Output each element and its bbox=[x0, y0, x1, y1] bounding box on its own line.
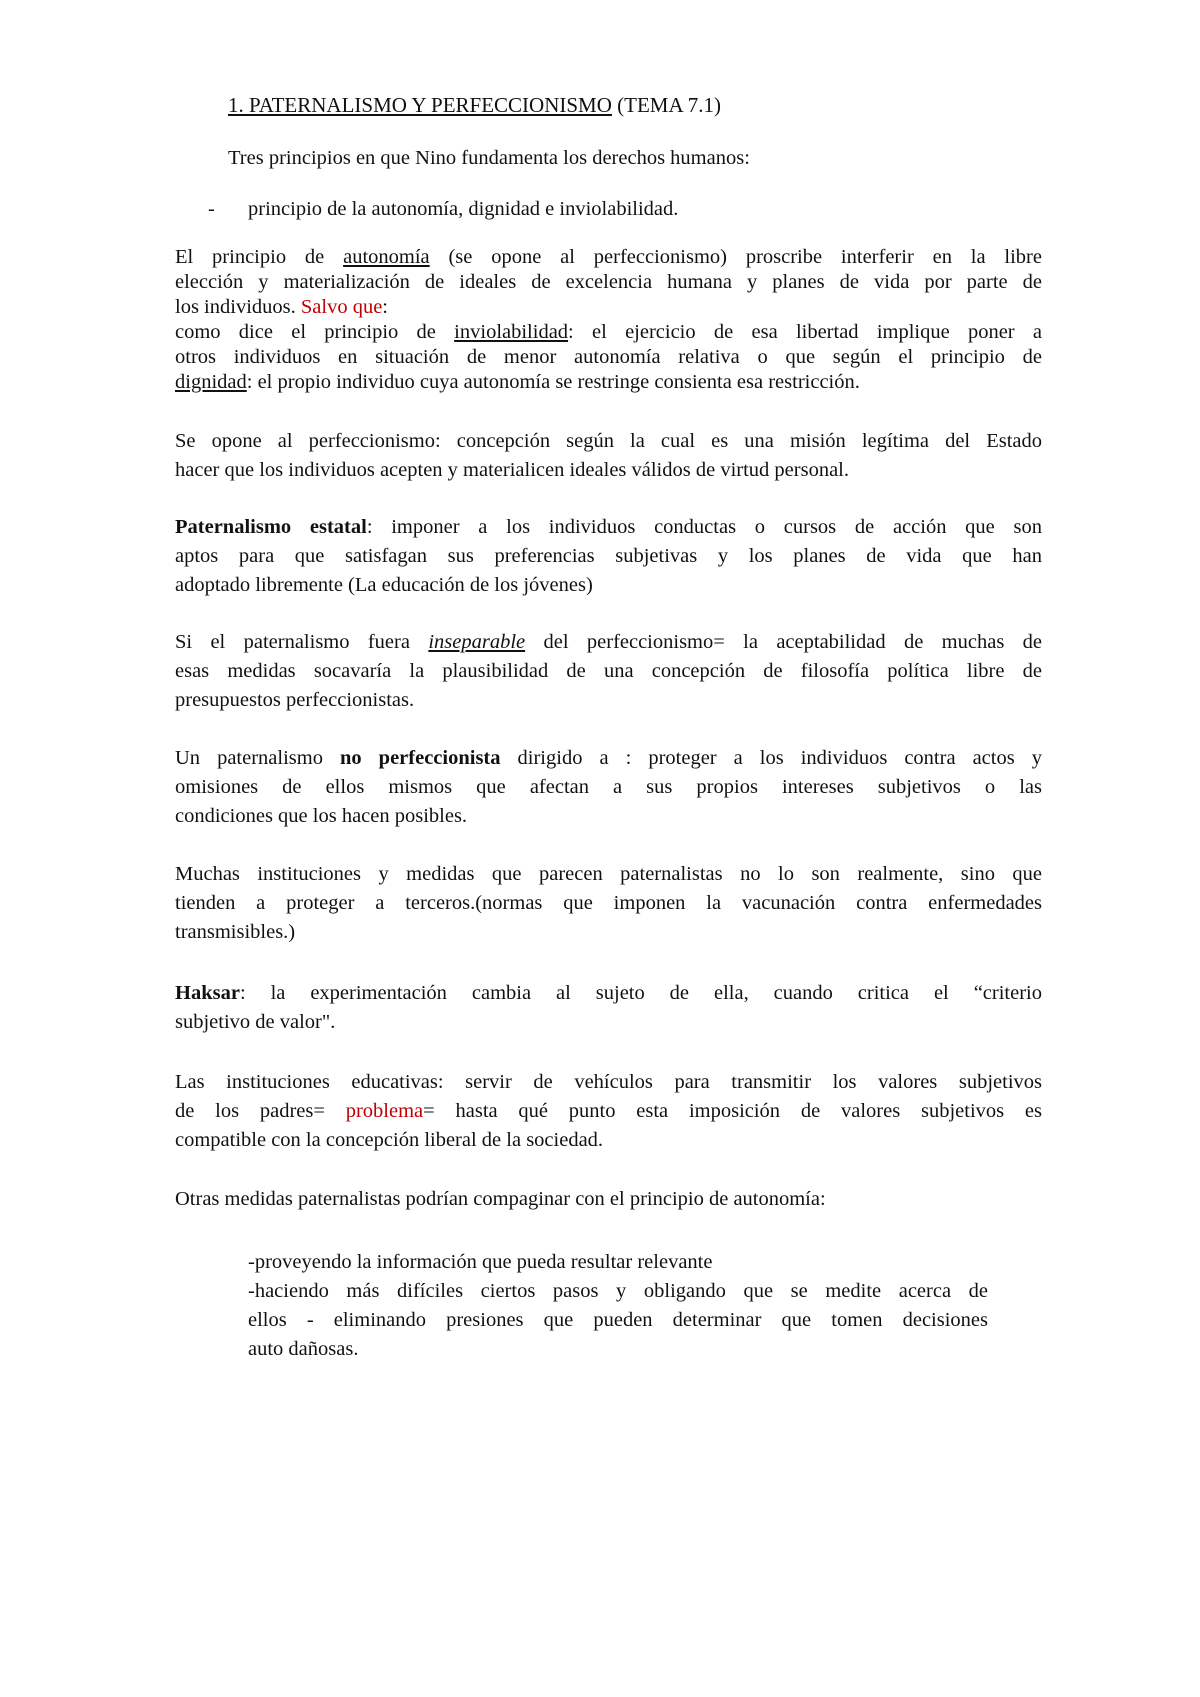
p7-line2: subjetivo de valor". bbox=[175, 1011, 336, 1033]
highlighted-text: Salvo que bbox=[300, 296, 383, 318]
text: Un paternalismo bbox=[175, 747, 340, 769]
p8-line2 bbox=[175, 1098, 1042, 1124]
emphasized-term: inseparable bbox=[428, 631, 526, 653]
text: : la experimentación cambia al sujeto de ella, cuando critica el “criterio bbox=[239, 982, 1042, 1004]
p4-line3: presupuestos perfeccionistas. bbox=[175, 689, 415, 711]
text: : el ejercicio de esa libertad implique poner a bbox=[568, 321, 1043, 343]
p1-line1 bbox=[175, 244, 1042, 270]
bold-term: Haksar bbox=[175, 982, 240, 1004]
p3-line3: adoptado libremente (La educación de los jóvenes) bbox=[175, 574, 593, 596]
text: como dice el principio de bbox=[175, 321, 455, 343]
underlined-term: inviolabilidad bbox=[454, 321, 569, 343]
p6-line1: Muchas instituciones y medidas que parecen paternalistas no lo son realmente, sino que bbox=[175, 863, 1042, 885]
p1-line2: elección y materialización de ideales de excelencia humana y planes de vida por parte de bbox=[175, 271, 1042, 293]
p5-line2: omisiones de ellos mismos que afectan a sus propios intereses subjetivos o las bbox=[175, 776, 1042, 798]
p1-line6 bbox=[175, 369, 1042, 395]
text: : bbox=[382, 296, 388, 318]
intro-line: Tres principios en que Nino fundamenta los derechos humanos: bbox=[228, 147, 750, 169]
underlined-term: dignidad bbox=[175, 371, 247, 393]
text: los individuos. bbox=[175, 296, 301, 318]
title-rest: (TEMA 7.1) bbox=[611, 93, 721, 117]
bullet-text: principio de la autonomía, dignidad e inviolabilidad. bbox=[248, 198, 679, 220]
text: dirigido a : proteger a los individuos contra actos y bbox=[500, 747, 1042, 769]
text: = hasta qué punto esta imposición de valores subjetivos es bbox=[423, 1100, 1042, 1122]
text: de los padres= bbox=[175, 1100, 346, 1122]
p5-line3: condiciones que los hacen posibles. bbox=[175, 805, 468, 827]
p4-line2: esas medidas socavaría la plausibilidad de una concepción de filosofía política libre de bbox=[175, 660, 1042, 682]
text: : el propio individuo cuya autonomía se restringe consienta esa restricción. bbox=[246, 371, 860, 393]
p5-line1 bbox=[175, 745, 1042, 771]
underlined-term: autonomía bbox=[343, 246, 430, 268]
text: : imponer a los individuos conductas o cursos de acción que son bbox=[366, 516, 1042, 538]
bullet-marker: - bbox=[208, 198, 215, 220]
list-line2: -haciendo más difíciles ciertos pasos y obligando que se medite acerca de bbox=[248, 1280, 988, 1302]
p7-line1 bbox=[175, 980, 1042, 1006]
p1-line5: otros individuos en situación de menor autonomía relativa o que según el principio de bbox=[175, 346, 1042, 368]
p3-line1 bbox=[175, 514, 1042, 540]
p9-line1: Otras medidas paternalistas podrían compaginar con el principio de autonomía: bbox=[175, 1188, 826, 1210]
text: del perfeccionismo= la aceptabilidad de muchas de bbox=[525, 631, 1042, 653]
list-line4: auto dañosas. bbox=[248, 1338, 359, 1360]
p1-line3 bbox=[175, 294, 1042, 320]
list-line1: -proveyendo la información que pueda resultar relevante bbox=[248, 1251, 713, 1273]
title-underlined: 1. PATERNALISMO Y PERFECCIONISMO bbox=[228, 93, 612, 117]
list-line3: ellos - eliminando presiones que pueden determinar que tomen decisiones bbox=[248, 1309, 988, 1331]
p6-line2: tienden a proteger a terceros.(normas que imponen la vacunación contra enfermedades bbox=[175, 892, 1042, 914]
p8-line1: Las instituciones educativas: servir de vehículos para transmitir los valores subjetivos bbox=[175, 1071, 1042, 1093]
p2-line1: Se opone al perfeccionismo: concepción según la cual es una misión legítima del Estado bbox=[175, 430, 1042, 452]
text: (se opone al perfeccionismo) proscribe interferir en la libre bbox=[429, 246, 1042, 268]
p1-line4 bbox=[175, 319, 1042, 345]
bold-term: Paternalismo estatal bbox=[175, 516, 367, 538]
p4-line1 bbox=[175, 629, 1042, 655]
p2-line2: hacer que los individuos acepten y materialicen ideales válidos de virtud personal. bbox=[175, 459, 849, 481]
highlighted-text: problema bbox=[345, 1100, 424, 1122]
p6-line3: transmisibles.) bbox=[175, 921, 296, 943]
bold-term: no perfeccionista bbox=[340, 747, 501, 769]
text: Si el paternalismo fuera bbox=[175, 631, 429, 653]
p8-line3: compatible con la concepción liberal de la sociedad. bbox=[175, 1129, 604, 1151]
document-title bbox=[228, 92, 1095, 118]
p3-line2: aptos para que satisfagan sus preferencias subjetivas y los planes de vida que han bbox=[175, 545, 1042, 567]
text: El principio de bbox=[175, 246, 344, 268]
